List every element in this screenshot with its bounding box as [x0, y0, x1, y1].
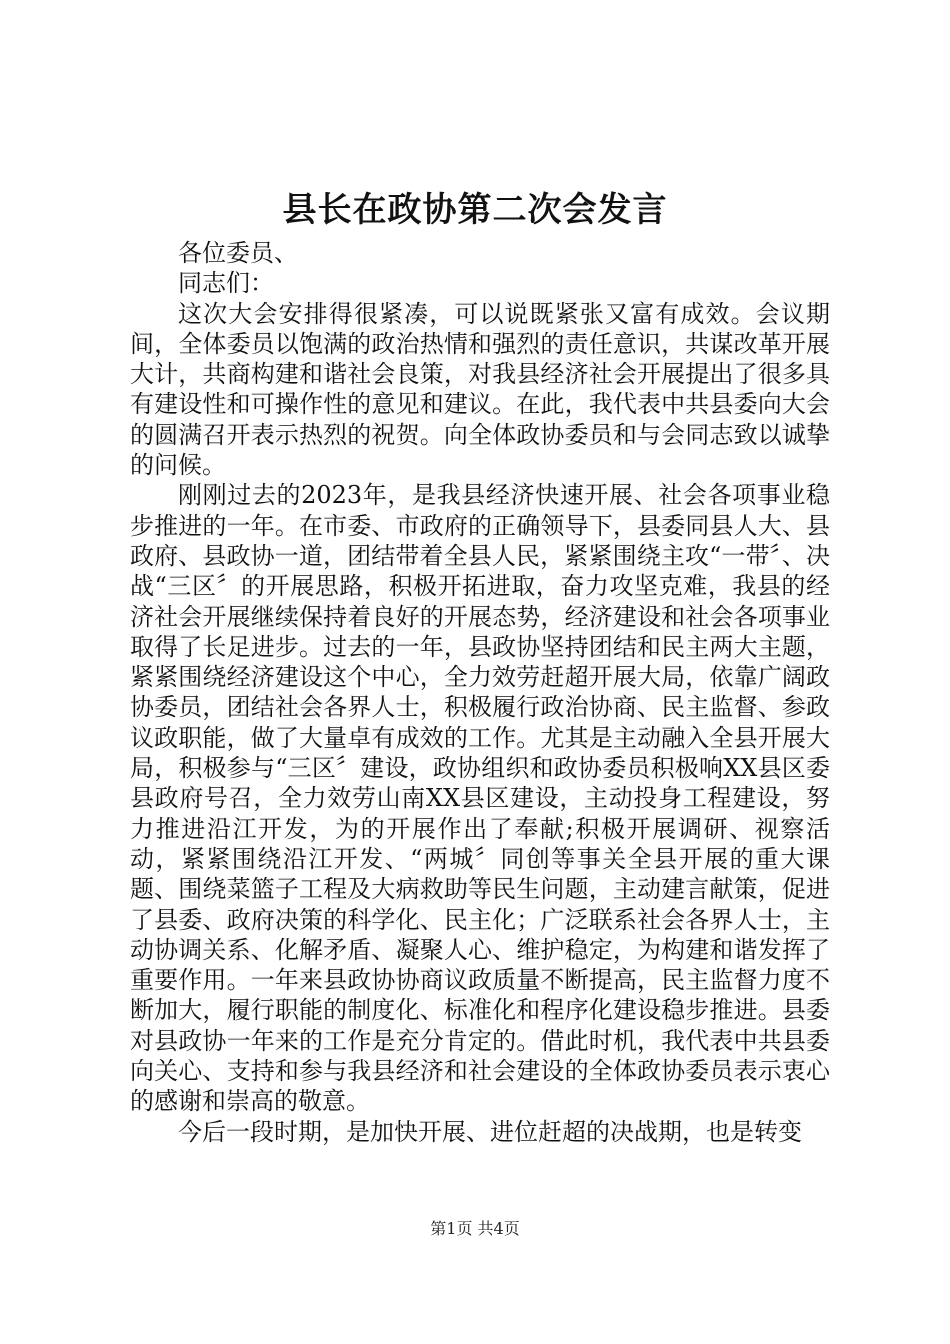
document-body [130, 238, 830, 1147]
document-title: 县长在政协第二次会发言 [282, 190, 668, 230]
page-number: 第1页 [430, 1219, 473, 1238]
body-paragraph: 今后一段时期，是加快开展、进位赶超的决战期，也是转变 [178, 1117, 802, 1146]
body-paragraph: 这次大会安排得很紧凑，可以说既紧张又富有成效。会议期间，全体委员以饱满的政治热情和强烈的责任意识，共谋改革开展大计，共商构建和谐社会良策，对我县经济社会开展提出了很多具有建设性和可操作性的意见和建议。在此，我代表中共县委向大会的圆满召开表示热烈的祝贺。向全体政协委员和与会同志致以诚挚的问候。 [130, 299, 830, 480]
page-footer [0, 1218, 950, 1240]
page-total: 共4页 [477, 1219, 520, 1238]
salutation-line: 同志们： [178, 269, 274, 298]
salutation-line: 各位委员、 [178, 239, 298, 267]
body-paragraph: 刚刚过去的2023年，是我县经济快速开展、社会各项事业稳步推进的一年。在市委、市政府的正确领导下，县委同县人大、县政府、县政协一道，团结带着全县人民，紧紧围绕主攻“一带〞、决战“三区〞的开展思路，积极开拓进取，奋力攻坚克难，我县的经济社会开展继续保持着良好的开展态势，经济建设和社会各项事业取得了长足进步。过去的一年，县政协坚持团结和民主两大主题，紧紧围绕经济建设这个中心，全力效劳赶超开展大局，依靠广阔政协委员，团结社会各界人士，积极履行政治协商、民主监督、参政议政职能，做了大量卓有成效的工作。尤其是主动融入全县开展大局，积极参与“三区〞建设，政协组织和政协委员积极响XX县区委县政府号召，全力效劳山南XX县区建设，主动投身工程建设，努力推进沿江开发，为的开展作出了奉献;积极开展调研、视察活动，紧紧围绕沿江开发、“两城〞同创等事关全县开展的重大课题、围绕菜篮子工程及大病救助等民生问题，主动建言献策，促进了县委、政府决策的科学化、民主化；广泛联系社会各界人士，主动协调关系、化解矛盾、凝聚人心、维护稳定，为构建和谐发挥了重要作用。一年来县政协协商议政质量不断提高，民主监督力度不断加大，履行职能的制度化、标准化和程序化建设稳步推进。县委对县政协一年来的工作是充分肯定的。借此时机，我代表中共县委向关心、支持和参与我县经济和社会建设的全体政协委员表示衷心的感谢和崇高的敬意。 [130, 481, 830, 1116]
